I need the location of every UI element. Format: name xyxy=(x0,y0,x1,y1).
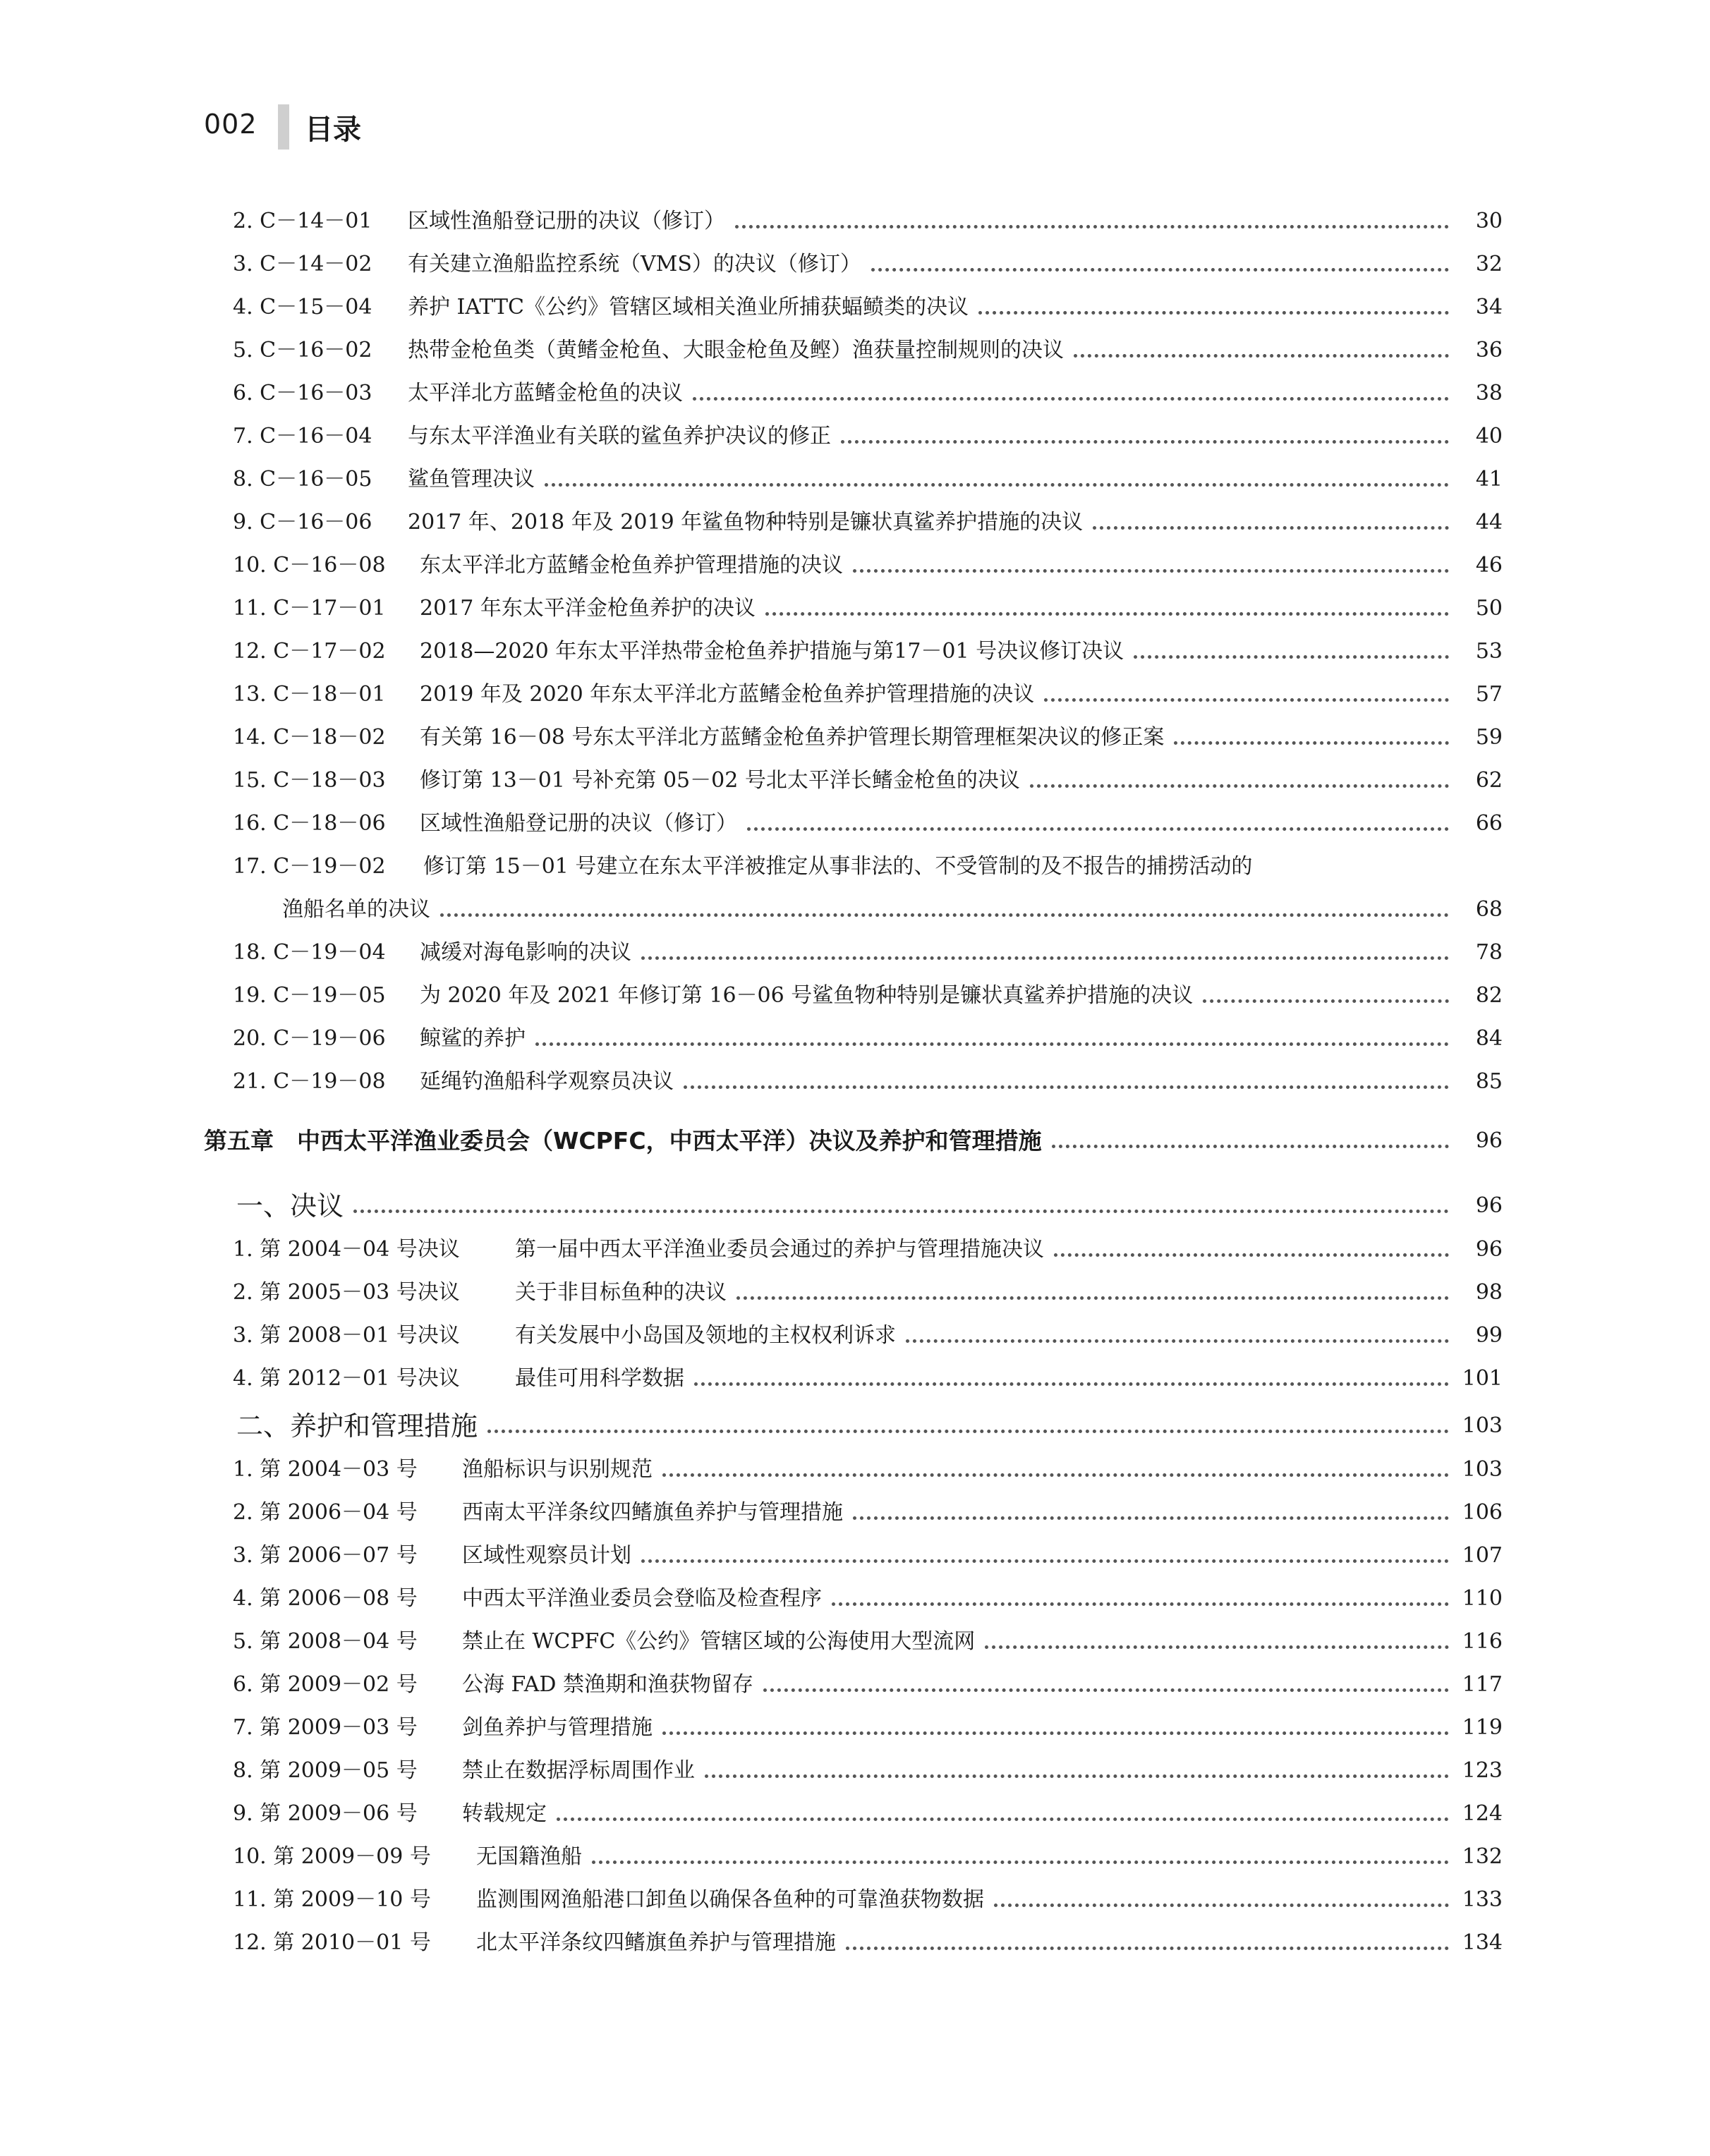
entry-title: 东太平洋北方蓝鳍金枪鱼养护管理措施的决议 xyxy=(420,553,843,578)
toc-entry xyxy=(233,635,1503,669)
entry-number: 2. 第 2006－04 号 xyxy=(233,1500,418,1525)
toc-entry xyxy=(233,1539,1503,1573)
entry-title: 延绳钓渔船科学观察员决议 xyxy=(420,1069,674,1094)
entry-title: 最佳可用科学数据 xyxy=(515,1366,684,1391)
entry-number: 9. C－16－06 xyxy=(233,510,372,535)
toc-entry-continuation xyxy=(233,893,1503,927)
entry-title: 第一届中西太平洋渔业委员会通过的养护与管理措施决议 xyxy=(515,1237,1044,1262)
dot-leader xyxy=(871,268,1449,272)
entry-number: 21. C－19－08 xyxy=(233,1069,386,1094)
dot-leader xyxy=(694,1382,1449,1386)
entry-title: 渔船标识与识别规范 xyxy=(462,1457,653,1482)
entry-number: 4. C－15－04 xyxy=(233,295,372,319)
dot-leader xyxy=(763,1688,1449,1692)
entry-page: 32 xyxy=(1475,252,1503,276)
entry-page: 40 xyxy=(1475,424,1503,449)
dot-leader xyxy=(1044,698,1449,702)
entry-page: 84 xyxy=(1475,1026,1503,1051)
dot-leader xyxy=(994,1904,1449,1907)
chapter-title: 第五章 中西太平洋渔业委员会（WCPFC，中西太平洋）决议及养护和管理措施 xyxy=(204,1127,1042,1155)
section-page: 96 xyxy=(1475,1193,1503,1218)
entry-page: 78 xyxy=(1475,940,1503,965)
entry-number: 11. C－17－01 xyxy=(233,596,386,621)
toc-entry xyxy=(233,1840,1503,1874)
dot-leader xyxy=(832,1602,1449,1606)
entry-title: 关于非目标鱼种的决议 xyxy=(515,1280,727,1305)
toc-entry xyxy=(233,1022,1503,1056)
entry-page: 106 xyxy=(1462,1500,1503,1525)
dot-leader xyxy=(841,440,1449,444)
toc-entry xyxy=(233,1668,1503,1702)
dot-leader xyxy=(662,1473,1449,1477)
toc-chapter-entry xyxy=(204,1124,1503,1158)
entry-title: 无国籍渔船 xyxy=(476,1844,582,1869)
toc-entry xyxy=(233,807,1503,841)
dot-leader xyxy=(1052,1145,1449,1148)
toc-entry xyxy=(233,1883,1503,1917)
toc-entry xyxy=(233,678,1503,712)
dot-leader xyxy=(1074,354,1449,358)
toc-entry xyxy=(233,1276,1503,1310)
entry-page: 134 xyxy=(1462,1930,1503,1955)
entry-number: 16. C－18－06 xyxy=(233,811,386,836)
toc-entry xyxy=(233,205,1503,238)
toc-entry xyxy=(233,1496,1503,1530)
entry-number: 10. 第 2009－09 号 xyxy=(233,1844,431,1869)
dot-leader xyxy=(557,1817,1449,1821)
entry-title: 修订第 13－01 号补充第 05－02 号北太平洋长鳍金枪鱼的决议 xyxy=(420,768,1020,793)
entry-title: 区域性观察员计划 xyxy=(462,1543,631,1568)
dot-leader xyxy=(487,1430,1449,1433)
entry-page: 110 xyxy=(1462,1586,1503,1611)
entry-page: 98 xyxy=(1475,1280,1503,1305)
entry-page: 101 xyxy=(1462,1366,1503,1391)
entry-title: 2018—2020 年东太平洋热带金枪鱼养护措施与第17－01 号决议修订决议 xyxy=(420,639,1124,664)
entry-number: 4. 第 2012－01 号决议 xyxy=(233,1366,460,1391)
dot-leader xyxy=(1174,741,1449,745)
entry-title: 2019 年及 2020 年东太平洋北方蓝鳍金枪鱼养护管理措施的决议 xyxy=(420,682,1035,707)
toc-entry xyxy=(233,721,1503,755)
dot-leader xyxy=(353,1210,1449,1213)
entry-number: 20. C－19－06 xyxy=(233,1026,386,1051)
dot-leader xyxy=(535,1042,1449,1046)
entry-page: 44 xyxy=(1475,510,1503,535)
entry-number: 12. C－17－02 xyxy=(233,639,386,664)
entry-page: 133 xyxy=(1462,1887,1503,1912)
entry-title: 养护 IATTC《公约》管辖区域相关渔业所捕获蝠鲼类的决议 xyxy=(408,295,969,319)
entry-number: 8. C－16－05 xyxy=(233,467,372,492)
entry-page: 30 xyxy=(1475,209,1503,233)
dot-leader xyxy=(662,1731,1449,1735)
chapter-page: 96 xyxy=(1475,1128,1503,1153)
section-title: 一、决议 xyxy=(236,1190,344,1222)
toc-entry xyxy=(233,549,1503,583)
entry-number: 13. C－18－01 xyxy=(233,682,386,707)
entry-number: 2. 第 2005－03 号决议 xyxy=(233,1280,460,1305)
toc-entry xyxy=(233,979,1503,1013)
entry-number: 4. 第 2006－08 号 xyxy=(233,1586,418,1611)
dot-leader xyxy=(853,1516,1449,1520)
entry-number: 6. C－16－03 xyxy=(233,381,372,406)
entry-page: 116 xyxy=(1462,1629,1503,1654)
dot-leader xyxy=(440,913,1449,917)
toc-entry xyxy=(233,1711,1503,1745)
entry-number: 9. 第 2009－06 号 xyxy=(233,1801,418,1826)
entry-title-continuation: 渔船名单的决议 xyxy=(282,897,430,922)
entry-title: 区域性渔船登记册的决议（修订） xyxy=(420,811,737,836)
dot-leader xyxy=(1203,999,1449,1003)
toc-entry xyxy=(233,420,1503,453)
entry-title: 为 2020 年及 2021 年修订第 16－06 号鲨鱼物种特别是镰状真鲨养护措施的决议 xyxy=(420,983,1194,1008)
entry-number: 11. 第 2009－10 号 xyxy=(233,1887,431,1912)
entry-number: 7. C－16－04 xyxy=(233,424,372,449)
entry-number: 15. C－18－03 xyxy=(233,768,386,793)
entry-page: 57 xyxy=(1475,682,1503,707)
header-divider-bar xyxy=(278,104,289,150)
entry-page: 34 xyxy=(1475,295,1503,319)
entry-page: 46 xyxy=(1475,553,1503,578)
entry-title: 转载规定 xyxy=(462,1801,547,1826)
toc-entry xyxy=(233,1926,1503,1960)
entry-number: 12. 第 2010－01 号 xyxy=(233,1930,431,1955)
entry-number: 3. 第 2008－01 号决议 xyxy=(233,1323,460,1348)
dot-leader xyxy=(693,397,1449,401)
entry-number: 17. C－19－02 xyxy=(233,854,386,879)
entry-page: 123 xyxy=(1462,1758,1503,1783)
dot-leader xyxy=(641,1559,1449,1563)
toc-entry xyxy=(233,248,1503,281)
toc-entry xyxy=(233,1233,1503,1267)
toc-entry xyxy=(233,1797,1503,1831)
entry-title: 公海 FAD 禁渔期和渔获物留存 xyxy=(462,1672,753,1697)
dot-leader xyxy=(641,956,1449,960)
entry-page: 53 xyxy=(1475,639,1503,664)
entry-number: 3. 第 2006－07 号 xyxy=(233,1543,418,1568)
toc-entry xyxy=(233,1453,1503,1487)
entry-number: 2. C－14－01 xyxy=(233,209,372,233)
toc-entry xyxy=(233,1582,1503,1616)
entry-title: 减缓对海龟影响的决议 xyxy=(420,940,631,965)
toc-entry xyxy=(233,1625,1503,1659)
entry-page: 96 xyxy=(1475,1237,1503,1262)
page-number: 002 xyxy=(204,109,257,140)
entry-number: 10. C－16－08 xyxy=(233,553,386,578)
dot-leader xyxy=(985,1645,1449,1649)
entry-number: 1. 第 2004－03 号 xyxy=(233,1457,418,1482)
entry-title: 禁止在 WCPFC《公约》管辖区域的公海使用大型流网 xyxy=(462,1629,976,1654)
entry-page: 119 xyxy=(1462,1715,1503,1740)
entry-title: 区域性渔船登记册的决议（修订） xyxy=(408,209,725,233)
dot-leader xyxy=(765,612,1449,616)
toc-entry xyxy=(233,850,1503,884)
entry-title: 有关建立渔船监控系统（VMS）的决议（修订） xyxy=(408,252,861,276)
dot-leader xyxy=(1134,655,1449,659)
toc-entry xyxy=(233,506,1503,540)
entry-page: 103 xyxy=(1462,1457,1503,1482)
entry-page: 99 xyxy=(1475,1323,1503,1348)
entry-number: 3. C－14－02 xyxy=(233,252,372,276)
dot-leader xyxy=(1093,526,1449,530)
section-page: 103 xyxy=(1462,1413,1503,1438)
toc-entry xyxy=(233,1065,1503,1099)
entry-number: 8. 第 2009－05 号 xyxy=(233,1758,418,1783)
entry-page: 41 xyxy=(1475,467,1503,492)
entry-page: 50 xyxy=(1475,596,1503,621)
dot-leader xyxy=(747,827,1449,831)
dot-leader xyxy=(978,311,1449,315)
toc-entry xyxy=(233,334,1503,367)
dot-leader xyxy=(1054,1253,1449,1257)
toc-entry xyxy=(233,1319,1503,1353)
entry-page: 107 xyxy=(1462,1543,1503,1568)
entry-page: 82 xyxy=(1475,983,1503,1008)
entry-title: 2017 年东太平洋金枪鱼养护的决议 xyxy=(420,596,756,621)
entry-page: 36 xyxy=(1475,338,1503,363)
dot-leader xyxy=(592,1860,1449,1864)
entry-page: 117 xyxy=(1462,1672,1503,1697)
entry-number: 14. C－18－02 xyxy=(233,725,386,750)
entry-title: 2017 年、2018 年及 2019 年鲨鱼物种特别是镰状真鲨养护措施的决议 xyxy=(408,510,1084,535)
entry-title: 修订第 15－01 号建立在东太平洋被推定从事非法的、不受管制的及不报告的捕捞活动的 xyxy=(423,854,1253,879)
toc-entry xyxy=(233,936,1503,970)
entry-page: 68 xyxy=(1475,897,1503,922)
dot-leader xyxy=(735,225,1449,229)
entry-title: 鲨鱼管理决议 xyxy=(408,467,535,492)
entry-number: 6. 第 2009－02 号 xyxy=(233,1672,418,1697)
entry-number: 7. 第 2009－03 号 xyxy=(233,1715,418,1740)
dot-leader xyxy=(545,483,1449,487)
entry-title: 有关第 16－08 号东太平洋北方蓝鳍金枪鱼养护管理长期管理框架决议的修正案 xyxy=(420,725,1165,750)
toc-entry xyxy=(233,377,1503,410)
entry-number: 19. C－19－05 xyxy=(233,983,386,1008)
entry-page: 132 xyxy=(1462,1844,1503,1869)
page-title: 目录 xyxy=(305,114,361,146)
toc-section-entry xyxy=(236,1189,1503,1223)
toc-entry xyxy=(233,1754,1503,1788)
entry-page: 38 xyxy=(1475,381,1503,406)
toc-section-entry xyxy=(236,1409,1503,1443)
entry-title: 鲸鲨的养护 xyxy=(420,1026,526,1051)
entry-title: 有关发展中小岛国及领地的主权权利诉求 xyxy=(515,1323,896,1348)
dot-leader xyxy=(705,1774,1449,1778)
dot-leader xyxy=(906,1339,1449,1343)
dot-leader xyxy=(846,1947,1449,1950)
entry-title: 太平洋北方蓝鳍金枪鱼的决议 xyxy=(408,381,683,406)
entry-page: 62 xyxy=(1475,768,1503,793)
entry-title: 监测围网渔船港口卸鱼以确保各鱼种的可靠渔获物数据 xyxy=(476,1887,984,1912)
entry-number: 5. C－16－02 xyxy=(233,338,372,363)
section-title: 二、养护和管理措施 xyxy=(236,1411,478,1442)
entry-number: 18. C－19－04 xyxy=(233,940,386,965)
entry-title: 与东太平洋渔业有关联的鲨鱼养护决议的修正 xyxy=(408,424,831,449)
dot-leader xyxy=(736,1296,1449,1300)
dot-leader xyxy=(853,569,1449,573)
dot-leader xyxy=(1030,784,1449,788)
toc-entry xyxy=(233,592,1503,626)
entry-page: 124 xyxy=(1462,1801,1503,1826)
entry-title: 禁止在数据浮标周围作业 xyxy=(462,1758,695,1783)
entry-page: 66 xyxy=(1475,811,1503,836)
entry-title: 中西太平洋渔业委员会登临及检查程序 xyxy=(462,1586,822,1611)
dot-leader xyxy=(684,1085,1449,1089)
entry-title: 北太平洋条纹四鳍旗鱼养护与管理措施 xyxy=(476,1930,836,1955)
toc-entry xyxy=(233,291,1503,324)
entry-title: 西南太平洋条纹四鳍旗鱼养护与管理措施 xyxy=(462,1500,843,1525)
entry-title: 热带金枪鱼类（黄鳍金枪鱼、大眼金枪鱼及鲣）渔获量控制规则的决议 xyxy=(408,338,1064,363)
toc-entry xyxy=(233,764,1503,798)
entry-page: 85 xyxy=(1475,1069,1503,1094)
entry-number: 1. 第 2004－04 号决议 xyxy=(233,1237,460,1262)
entry-title: 剑鱼养护与管理措施 xyxy=(462,1715,653,1740)
entry-number: 5. 第 2008－04 号 xyxy=(233,1629,418,1654)
toc-entry xyxy=(233,463,1503,497)
entry-page: 59 xyxy=(1475,725,1503,750)
toc-entry xyxy=(233,1362,1503,1396)
